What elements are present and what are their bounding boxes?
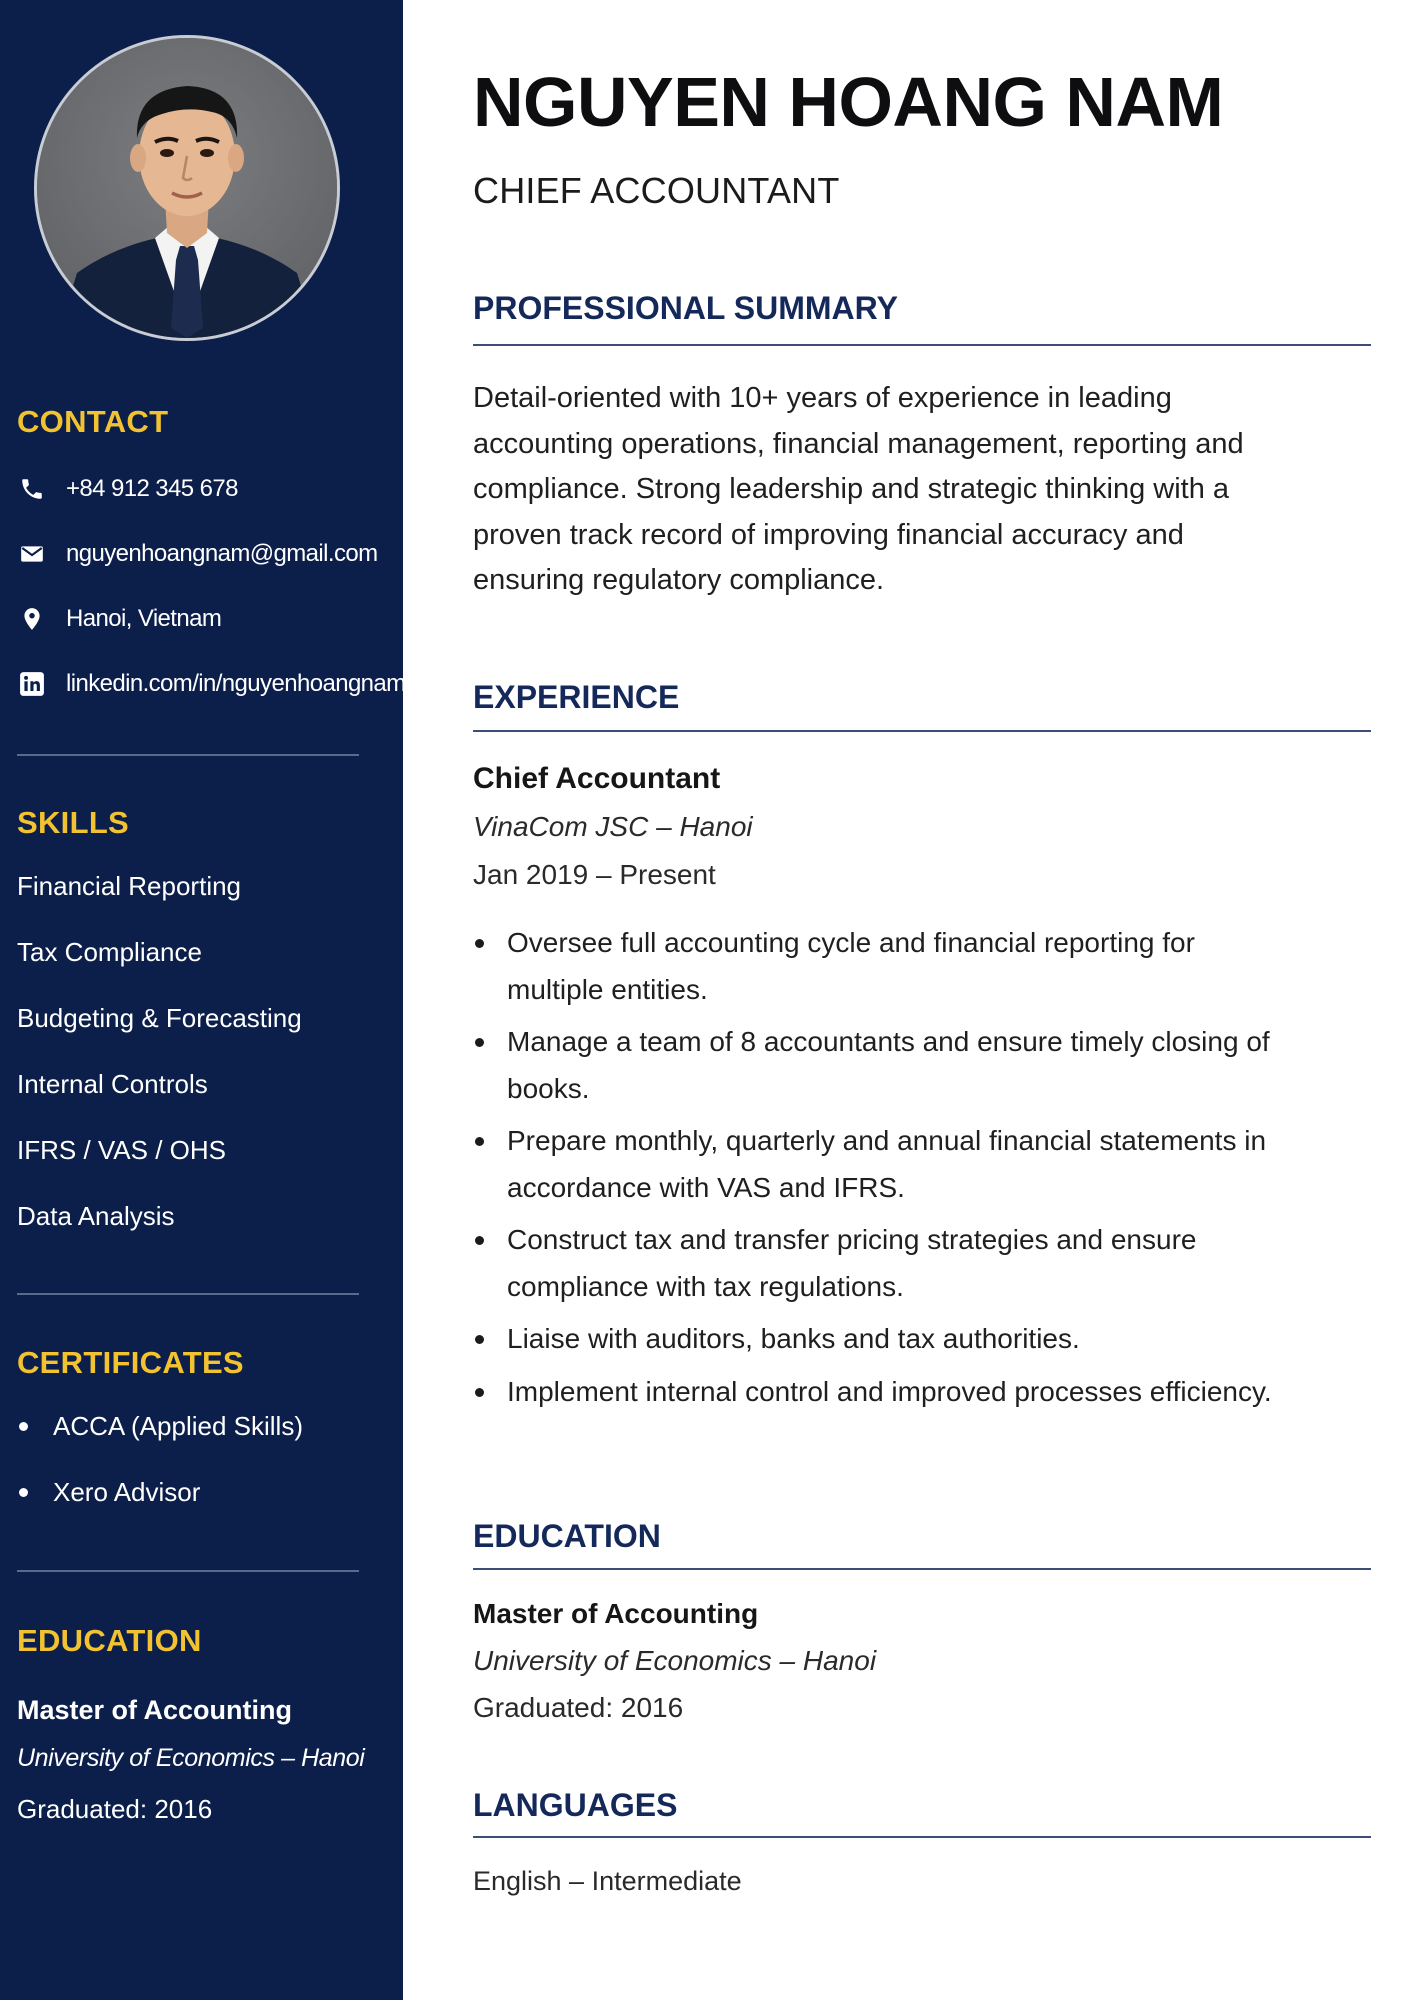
skills-list (17, 853, 387, 1249)
experience-bullets (473, 920, 1293, 1421)
bullet-dot (19, 1422, 28, 1431)
certificate-label: ACCA (Applied Skills) (53, 1411, 303, 1441)
experience-bullet-text: Prepare monthly, quarterly and annual financial statements in accordance with VAS and IFRS. (507, 1125, 1267, 1203)
main-content (473, 0, 1373, 2000)
contact-linkedin-text[interactable]: linkedin.com/in/nguyenhoangnam (66, 669, 406, 697)
certificate-item (17, 1459, 387, 1525)
summary-text: Detail-oriented with 10+ years of experience in leading accounting operations, financial management, reporting and compliance. Strong leadership and strategic thinking with a proven track record of improving financial accuracy and ensuring regulatory compliance. (473, 382, 1244, 596)
skill-item: Internal Controls (17, 1069, 208, 1099)
experience-bullet (473, 1118, 1293, 1211)
contact-list (17, 456, 406, 716)
certificates-heading: CERTIFICATES (17, 1345, 244, 1380)
bullet-dot (19, 1488, 28, 1497)
contact-section (17, 404, 406, 716)
skills-heading: SKILLS (17, 805, 130, 840)
experience-heading: EXPERIENCE (473, 679, 680, 715)
contact-email (17, 521, 387, 586)
contact-heading: CONTACT (17, 404, 169, 439)
profile-photo-illustration (37, 38, 337, 338)
bullet-dot (475, 1335, 484, 1344)
skills-section (17, 805, 387, 1249)
certificates-list (17, 1393, 387, 1525)
contact-phone-text[interactable]: +84 912 345 678 (66, 474, 238, 502)
certificate-label: Xero Advisor (53, 1477, 201, 1507)
experience-bullet (473, 1217, 1293, 1310)
experience-bullet-text: Manage a team of 8 accountants and ensure timely closing of books. (507, 1026, 1270, 1104)
contact-location (17, 586, 387, 651)
experience-bullet (473, 1019, 1293, 1112)
skill-item: Financial Reporting (17, 871, 242, 901)
experience-bullet-text: Implement internal control and improved processes efficiency. (507, 1375, 1272, 1407)
candidate-title: CHIEF ACCOUNTANT (473, 170, 840, 211)
education-graduated: Graduated: 2016 (473, 1692, 684, 1723)
experience-rule (473, 730, 1371, 732)
bullet-dot (475, 1236, 484, 1245)
experience-company: VinaCom JSC – Hanoi (473, 811, 753, 842)
experience-dates: Jan 2019 – Present (473, 859, 716, 890)
skill-item: Budgeting & Forecasting (17, 1003, 302, 1033)
experience-bullet-text: Oversee full accounting cycle and financial reporting for multiple entities. (507, 927, 1195, 1005)
profile-photo (34, 35, 340, 341)
sidebar-divider (17, 1293, 359, 1295)
sidebar (0, 0, 406, 2000)
contact-phone (17, 456, 387, 521)
bullet-dot (475, 1038, 484, 1047)
contact-linkedin (17, 651, 406, 716)
skill-item: Data Analysis (17, 1201, 175, 1231)
sidebar-divider (17, 754, 359, 756)
experience-bullet (473, 1316, 1293, 1363)
email-icon (17, 539, 47, 569)
contact-email-text[interactable]: nguyenhoangnam@gmail.com (66, 539, 378, 567)
contact-location-text: Hanoi, Vietnam (66, 604, 222, 632)
skill-item: Tax Compliance (17, 937, 202, 967)
location-pin-icon (17, 604, 47, 634)
education-degree: Master of Accounting (473, 1598, 759, 1629)
experience-role: Chief Accountant (473, 762, 721, 795)
bullet-dot (475, 1388, 484, 1397)
experience-bullet-text: Liaise with auditors, banks and tax authorities. (507, 1323, 1080, 1354)
education-school: University of Economics – Hanoi (473, 1645, 877, 1676)
candidate-name: NGUYEN HOANG NAM (473, 63, 1224, 141)
language-item: English – Intermediate (473, 1866, 742, 1896)
sidebar-education-graduated: Graduated: 2016 (17, 1794, 213, 1824)
experience-bullet (473, 1369, 1293, 1416)
skill-item: IFRS / VAS / OHS (17, 1135, 227, 1165)
sidebar-divider (17, 1570, 359, 1572)
phone-icon (17, 474, 47, 504)
summary-rule (473, 344, 1371, 346)
languages-heading: LANGUAGES (473, 1787, 678, 1823)
experience-bullet-text: Construct tax and transfer pricing strategies and ensure compliance with tax regulations. (507, 1224, 1197, 1302)
languages-rule (473, 1836, 1371, 1838)
linkedin-icon (17, 669, 47, 699)
education-heading: EDUCATION (473, 1518, 661, 1554)
certificates-section (17, 1345, 387, 1525)
certificate-item (17, 1393, 387, 1459)
summary-heading: PROFESSIONAL SUMMARY (473, 290, 898, 326)
experience-bullet (473, 920, 1293, 1013)
bullet-dot (475, 1137, 484, 1146)
sidebar-education-section (17, 1623, 387, 1825)
sidebar-education-heading: EDUCATION (17, 1623, 202, 1658)
education-rule (473, 1568, 1371, 1570)
bullet-dot (475, 939, 484, 948)
sidebar-education-school: University of Economics – Hanoi (17, 1744, 365, 1772)
sidebar-education-degree: Master of Accounting (17, 1695, 293, 1725)
